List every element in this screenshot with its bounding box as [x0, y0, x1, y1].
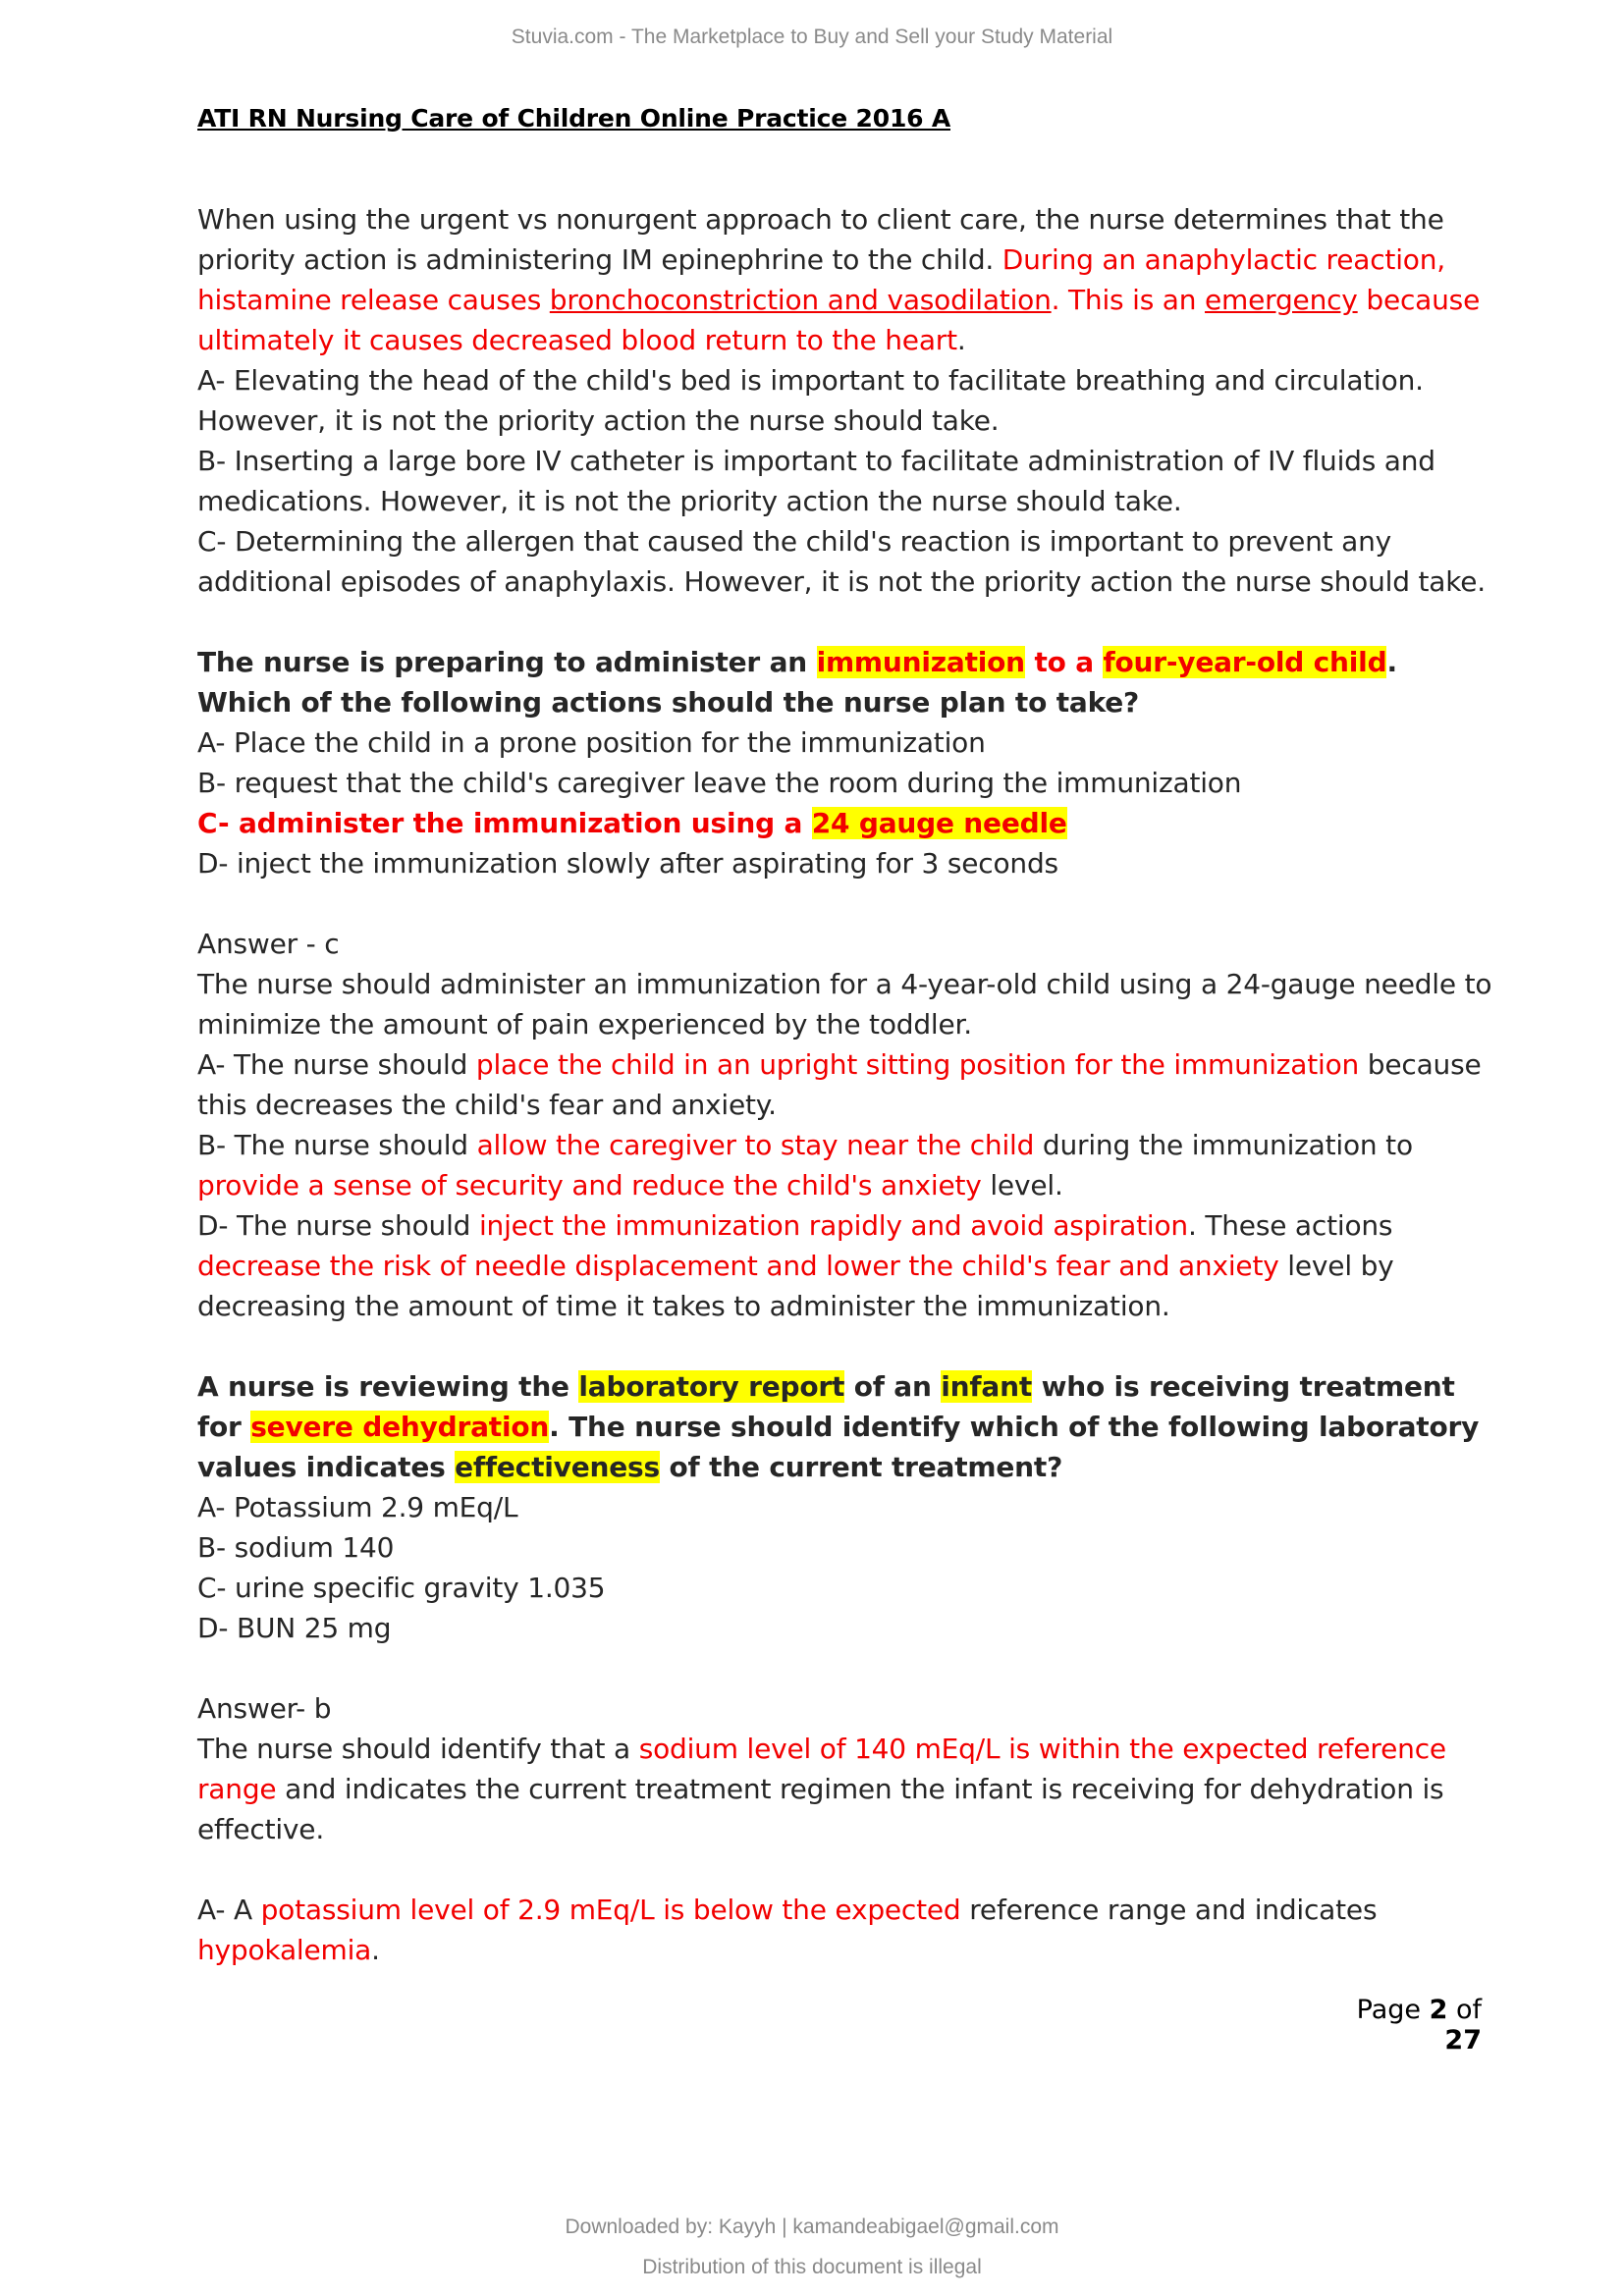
question-3-stem: A nurse is reviewing the laboratory report of an infant who is receiving treatment for severe dehydration. The nurse should identify which of the following laboratory values indicates effectiveness of the current treatment? [197, 1370, 1480, 1483]
question-3-option-c: C- urine specific gravity 1.035 [197, 1572, 606, 1604]
question-3-rationale-a: A- A potassium level of 2.9 mEq/L is below the expected reference range and indicates hypokalemia. [197, 1894, 1378, 1966]
page-number: Page 2 of 27 [1356, 1995, 1482, 2056]
question-2-explanation: The nurse should administer an immunization for a 4-year-old child using a 24-gauge needle to minimize the amount of pain experienced by the toddler. [197, 968, 1492, 1041]
document-body [197, 98, 1493, 1970]
intro-paragraph: When using the urgent vs nonurgent approach to client care, the nurse determines that the priority action is administering IM epinephrine to the child. During an anaphylactic reaction, histamine release causes bronchoconstriction and vasodilation. This is an emergency because ultimately it causes decreased blood return to the heart. [197, 203, 1481, 356]
intro-rationale-a: A- Elevating the head of the child's bed is important to facilitate breathing and circulation. However, it is not the priority action the nurse should take. [197, 364, 1424, 437]
question-2-option-a: A- Place the child in a prone position for the immunization [197, 726, 986, 759]
footer-distribution-notice: Distribution of this document is illegal [642, 2256, 982, 2278]
intro-rationale-b: B- Inserting a large bore IV catheter is important to facilitate administration of IV fluids and medications. However, it is not the priority action the nurse should take. [197, 445, 1435, 517]
question-2-option-c: C- administer the immunization using a 24 gauge needle [197, 807, 1067, 839]
header-watermark: Stuvia.com - The Marketplace to Buy and Sell your Study Material [511, 26, 1113, 48]
question-3-option-d: D- BUN 25 mg [197, 1612, 392, 1644]
question-3-explanation: The nurse should identify that a sodium level of 140 mEq/L is within the expected reference range and indicates the current treatment regimen the infant is receiving for dehydration is effective. [197, 1733, 1446, 1845]
document-title: ATI RN Nursing Care of Children Online Practice 2016 A [197, 104, 950, 133]
question-3-answer: Answer- b [197, 1692, 332, 1725]
intro-rationale-c: C- Determining the allergen that caused the child's reaction is important to prevent any additional episodes of anaphylaxis. However, it is not the priority action the nurse should take. [197, 525, 1486, 598]
question-2-rationale-a: A- The nurse should place the child in an upright sitting position for the immunization because this decreases the child's fear and anxiety. [197, 1048, 1482, 1121]
question-2-rationale-d: D- The nurse should inject the immunization rapidly and avoid aspiration. These actions decrease the risk of needle displacement and lower the child's fear and anxiety level by decreasing the amount of time it takes to administer the immunization. [197, 1209, 1394, 1322]
question-3-option-a: A- Potassium 2.9 mEq/L [197, 1491, 518, 1523]
question-2-rationale-b: B- The nurse should allow the caregiver to stay near the child during the immunization to provide a sense of security and reduce the child's anxiety level. [197, 1129, 1413, 1201]
question-2-answer: Answer - c [197, 928, 340, 960]
question-2-option-b: B- request that the child's caregiver leave the room during the immunization [197, 767, 1242, 799]
footer-downloaded-by: Downloaded by: Kayyh | kamandeabigael@gmail.com [565, 2216, 1059, 2238]
question-2-option-d: D- inject the immunization slowly after aspirating for 3 seconds [197, 847, 1058, 880]
question-2-stem: The nurse is preparing to administer an immunization to a four-year-old child. Which of the following actions should the nurse plan to take? [197, 646, 1397, 719]
question-3-option-b: B- sodium 140 [197, 1531, 395, 1564]
